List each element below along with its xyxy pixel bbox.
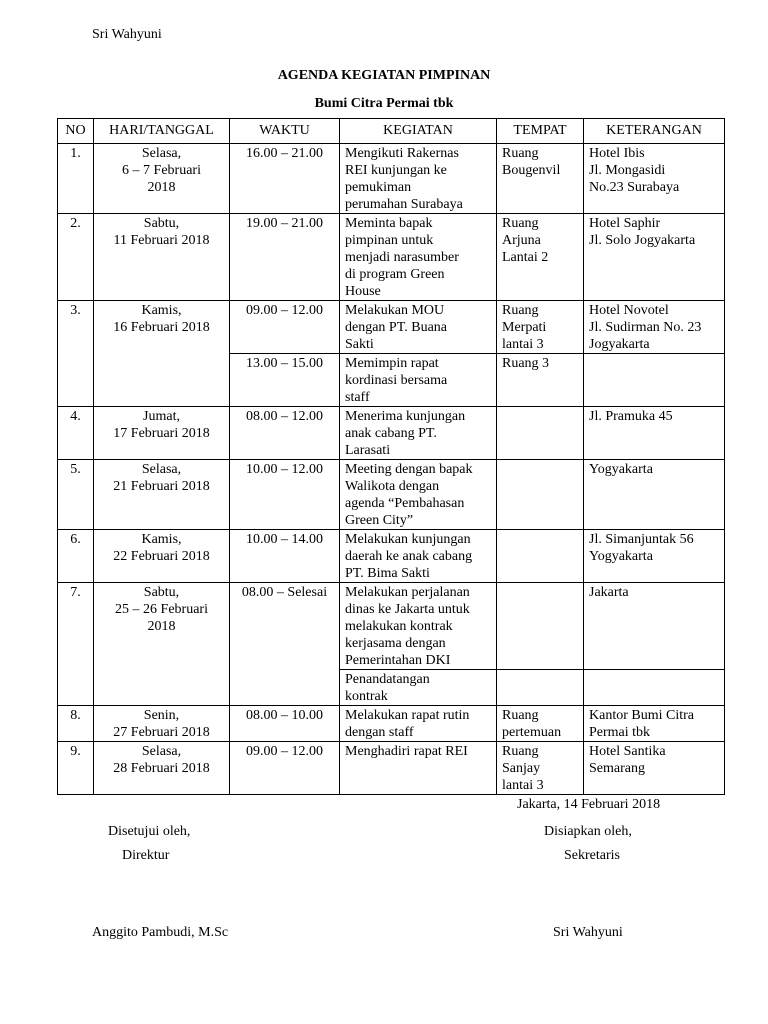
prepared-by-label: Disiapkan oleh, <box>544 824 632 839</box>
table-row <box>58 144 725 214</box>
table-row <box>58 530 725 583</box>
row-place <box>497 530 584 583</box>
row-note: Kantor Bumi Citra Permai tbk <box>584 706 725 742</box>
row-note: Yogyakarta <box>584 460 725 530</box>
table-row <box>58 301 725 354</box>
row-time: 16.00 – 21.00 <box>230 144 340 214</box>
row-place: Ruang Bougenvil <box>497 144 584 214</box>
row-no: 6. <box>58 530 94 583</box>
row-activity: Melakukan perjalanan dinas ke Jakarta untuk melakukan kontrak kerjasama dengan Pemerintahan DKI <box>340 583 497 670</box>
row-activity: Meeting dengan bapak Walikota dengan agenda “Pembahasan Green City” <box>340 460 497 530</box>
column-header-activity: KEGIATAN <box>340 119 497 144</box>
row-day: Sabtu, 11 Februari 2018 <box>94 214 230 301</box>
row-time: 09.00 – 12.00 <box>230 742 340 795</box>
row-day: Sabtu, 25 – 26 Februari 2018 <box>94 583 230 706</box>
row-time: 10.00 – 14.00 <box>230 530 340 583</box>
document-subtitle: Bumi Citra Permai tbk <box>314 96 454 111</box>
column-header-day: HARI/TANGGAL <box>94 119 230 144</box>
row-note: Hotel Santika Semarang <box>584 742 725 795</box>
row-no: 1. <box>58 144 94 214</box>
row-activity: Mengikuti Rakernas REI kunjungan ke pemukiman perumahan Surabaya <box>340 144 497 214</box>
row-place <box>497 670 584 706</box>
row-place: Ruang pertemuan <box>497 706 584 742</box>
preparer-role: Sekretaris <box>564 848 620 863</box>
row-place <box>497 407 584 460</box>
row-day: Selasa, 28 Februari 2018 <box>94 742 230 795</box>
row-no: 7. <box>58 583 94 706</box>
row-place <box>497 460 584 530</box>
row-note: Jakarta <box>584 583 725 670</box>
row-note <box>584 670 725 706</box>
row-note: Jl. Simanjuntak 56 Yogyakarta <box>584 530 725 583</box>
row-activity: Melakukan rapat rutin dengan staff <box>340 706 497 742</box>
row-place: Ruang 3 <box>497 354 584 407</box>
row-note <box>584 354 725 407</box>
table-row <box>58 706 725 742</box>
document-author: Sri Wahyuni <box>92 27 162 42</box>
document-title: AGENDA KEGIATAN PIMPINAN <box>277 68 491 83</box>
signature-date-place: Jakarta, 14 Februari 2018 <box>517 797 661 812</box>
row-no: 8. <box>58 706 94 742</box>
row-time: 19.00 – 21.00 <box>230 214 340 301</box>
approver-role: Direktur <box>122 848 170 863</box>
agenda-table <box>57 118 725 795</box>
column-header-no: NO <box>58 119 94 144</box>
row-time: 10.00 – 12.00 <box>230 460 340 530</box>
column-header-time: WAKTU <box>230 119 340 144</box>
column-header-place: TEMPAT <box>497 119 584 144</box>
row-note: Hotel Ibis Jl. Mongasidi No.23 Surabaya <box>584 144 725 214</box>
row-time: 08.00 – 10.00 <box>230 706 340 742</box>
table-row <box>58 583 725 670</box>
row-place: Ruang Sanjay lantai 3 <box>497 742 584 795</box>
table-row <box>58 460 725 530</box>
row-time: 13.00 – 15.00 <box>230 354 340 407</box>
table-row <box>58 214 725 301</box>
row-place <box>497 583 584 670</box>
approver-name: Anggito Pambudi, M.Sc <box>92 925 229 940</box>
row-activity: Menerima kunjungan anak cabang PT. Larasati <box>340 407 497 460</box>
row-day: Senin, 27 Februari 2018 <box>94 706 230 742</box>
table-row <box>58 742 725 795</box>
row-note: Hotel Saphir Jl. Solo Jogyakarta <box>584 214 725 301</box>
row-time: 08.00 – Selesai <box>230 583 340 706</box>
preparer-name: Sri Wahyuni <box>553 925 623 940</box>
row-no: 3. <box>58 301 94 407</box>
row-place: Ruang Merpati lantai 3 <box>497 301 584 354</box>
row-no: 2. <box>58 214 94 301</box>
row-day: Kamis, 22 Februari 2018 <box>94 530 230 583</box>
table-header-row <box>58 119 725 144</box>
row-place: Ruang Arjuna Lantai 2 <box>497 214 584 301</box>
row-activity: Melakukan MOU dengan PT. Buana Sakti <box>340 301 497 354</box>
row-note: Hotel Novotel Jl. Sudirman No. 23 Jogyakarta <box>584 301 725 354</box>
row-time: 08.00 – 12.00 <box>230 407 340 460</box>
row-no: 4. <box>58 407 94 460</box>
row-activity: Melakukan kunjungan daerah ke anak cabang PT. Bima Sakti <box>340 530 497 583</box>
approved-by-label: Disetujui oleh, <box>108 824 191 839</box>
row-day: Selasa, 6 – 7 Februari 2018 <box>94 144 230 214</box>
row-no: 9. <box>58 742 94 795</box>
row-activity: Meminta bapak pimpinan untuk menjadi narasumber di program Green House <box>340 214 497 301</box>
row-day: Selasa, 21 Februari 2018 <box>94 460 230 530</box>
row-day: Jumat, 17 Februari 2018 <box>94 407 230 460</box>
row-activity: Memimpin rapat kordinasi bersama staff <box>340 354 497 407</box>
row-activity: Menghadiri rapat REI <box>340 742 497 795</box>
row-day: Kamis, 16 Februari 2018 <box>94 301 230 407</box>
table-row <box>58 407 725 460</box>
row-time: 09.00 – 12.00 <box>230 301 340 354</box>
row-activity: Penandatangan kontrak <box>340 670 497 706</box>
row-note: Jl. Pramuka 45 <box>584 407 725 460</box>
column-header-note: KETERANGAN <box>584 119 725 144</box>
row-no: 5. <box>58 460 94 530</box>
